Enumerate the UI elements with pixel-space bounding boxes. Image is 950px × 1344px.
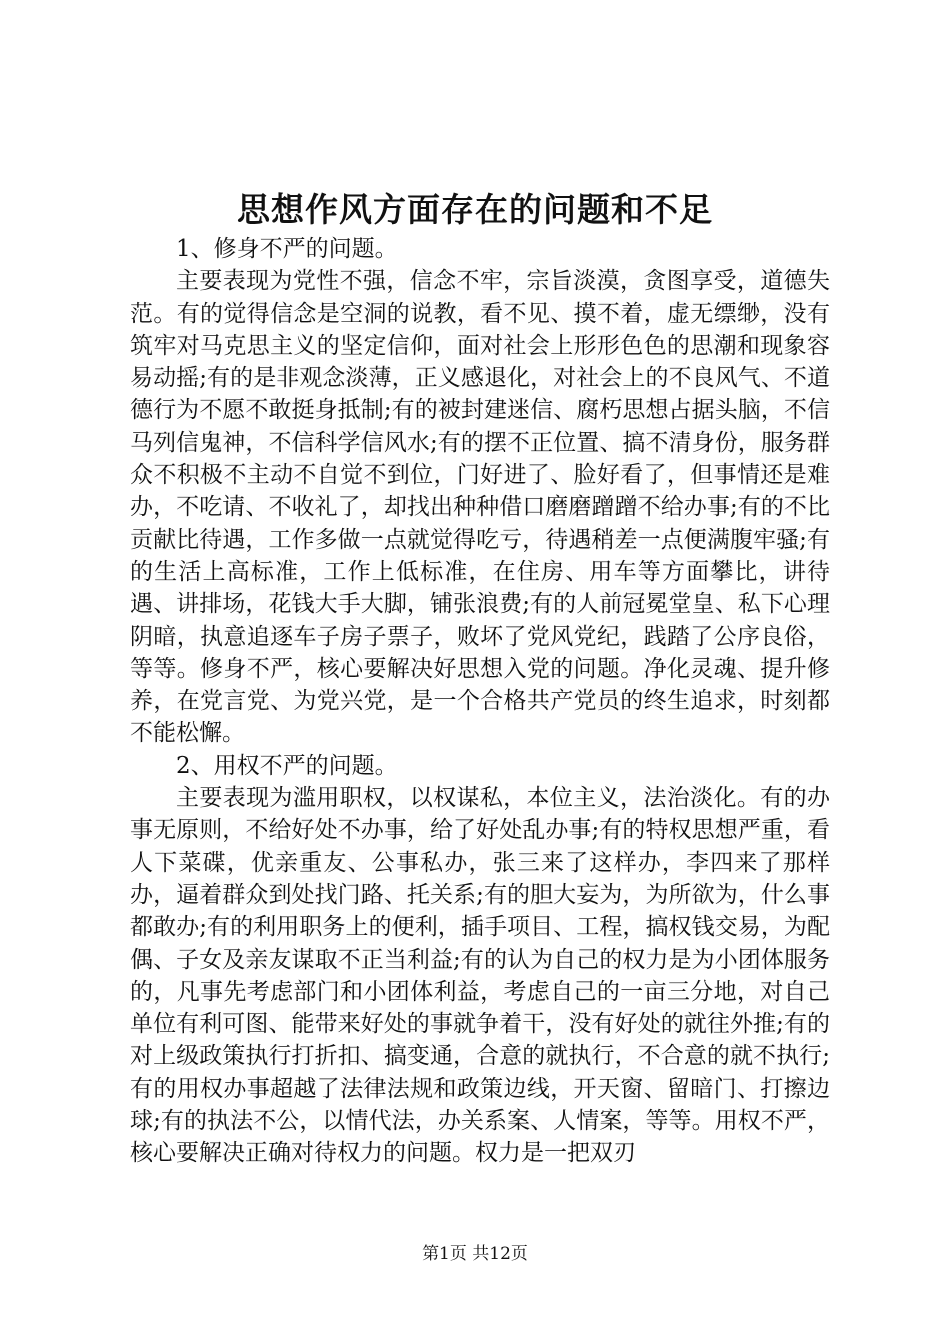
document-body (130, 233, 830, 1170)
section-heading-2: 2、用权不严的问题。 (176, 752, 398, 779)
paragraph-1: 主要表现为党性不强，信念不牢，宗旨淡漠，贪图享受，道德失范。有的觉得信念是空洞的说教，看不见、摸不着，虚无缥缈，没有筑牢对马克思主义的坚定信仰，面对社会上形形色色的思潮和现象容易动摇;有的是非观念淡薄，正义感退化，对社会上的不良风气、不道德行为不愿不敢挺身抵制;有的被封建迷信、腐朽思想占据头脑，不信马列信鬼神，不信科学信风水;有的摆不正位置、搞不清身份，服务群众不积极不主动不自觉不到位，门好进了、脸好看了，但事情还是难办，不吃请、不收礼了，却找出种种借口磨磨蹭蹭不给办事;有的不比贡献比待遇，工作多做一点就觉得吃亏，待遇稍差一点便满腹牢骚;有的生活上高标准，工作上低标准，在住房、用车等方面攀比，讲待遇、讲排场，花钱大手大脚，铺张浪费;有的人前冠冕堂皇、私下心理阴暗，执意追逐车子房子票子，败坏了党风党纪，践踏了公序良俗，等等。修身不严，核心要解决好思想入党的问题。净化灵魂、提升修养，在党言党、为党兴党，是一个合格共产党员的终生追求，时刻都不能松懈。 (130, 268, 830, 747)
section-heading-1: 1、修身不严的问题。 (176, 236, 398, 262)
paragraph-2: 主要表现为滥用职权，以权谋私，本位主义，法治淡化。有的办事无原则，不给好处不办事，给了好处乱办事;有的特权思想严重，看人下菜碟，优亲重友、公事私办，张三来了这样办，李四来了那样办，逼着群众到处找门路、托关系;有的胆大妄为，为所欲为，什么事都敢办;有的利用职务上的便利，插手项目、工程，搞权钱交易，为配偶、子女及亲友谋取不正当利益;有的认为自己的权力是为小团体服务的，凡事先考虑部门和小团体利益，考虑自己的一亩三分地，对自己单位有利可图、能带来好处的事就争着干，没有好处的就往外推;有的对上级政策执行打折扣、搞变通，合意的就执行，不合意的就不执行;有的用权办事超越了法律法规和政策边线，开天窗、留暗门、打擦边球;有的执法不公，以情代法，办关系案、人情案，等等。用权不严，核心要解决正确对待权力的问题。权力是一把双刃 (130, 785, 830, 1167)
document-title: 思想作风方面存在的问题和不足 (237, 190, 713, 229)
page-number-footer: 第1页 共12页 (422, 1244, 528, 1264)
